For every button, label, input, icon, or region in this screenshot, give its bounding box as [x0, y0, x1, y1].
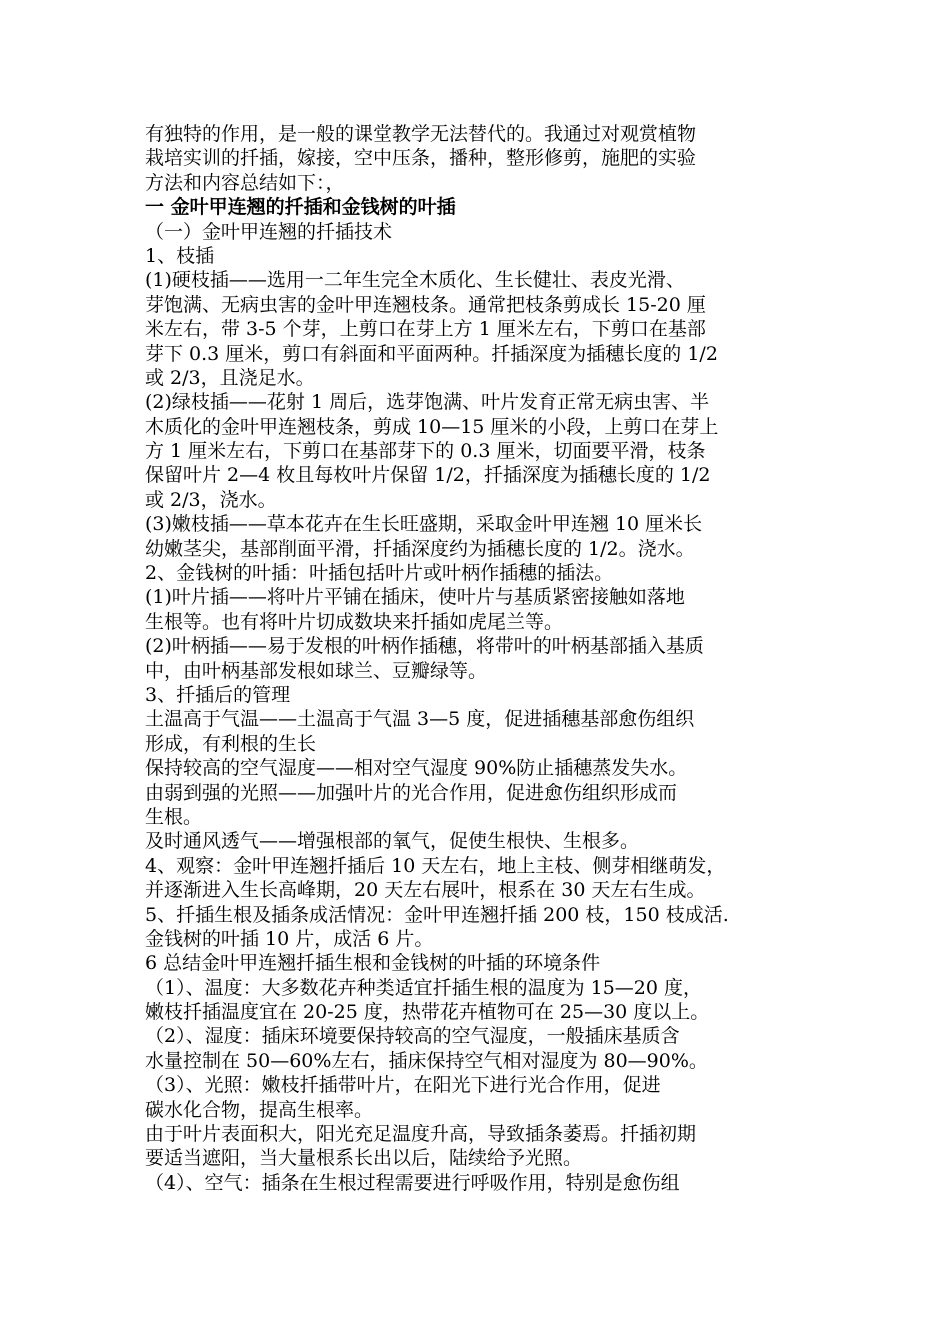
text-line: 保留叶片 2—4 枚且每枚叶片保留 1/2，扦插深度为插穗长度的 1/2: [145, 464, 711, 487]
section-heading: 一 金叶甲连翘的扦插和金钱树的叶插: [145, 196, 456, 219]
text-line: 中，由叶柄基部发根如球兰、豆瓣绿等。: [145, 659, 488, 682]
text-line: （一）金叶甲连翘的扦插技术: [145, 220, 393, 243]
text-line: 碳水化合物，提高生根率。: [145, 1098, 374, 1121]
text-line: 幼嫩茎尖，基部削面平滑，扦插深度约为插穗长度的 1/2。浇水。: [145, 537, 695, 560]
text-line: (1)硬枝插——选用一二年生完全木质化、生长健壮、表皮光滑、: [145, 269, 685, 292]
text-line: 有独特的作用，是一般的课堂教学无法替代的。我通过对观赏植物: [145, 123, 697, 145]
text-line: 生根。: [145, 805, 203, 828]
text-line: 或 2/3，浇水。: [145, 488, 277, 511]
text-line: （2）、湿度：插床环境要保持较高的空气湿度，一般插床基质含: [145, 1025, 680, 1048]
text-line: 土温高于气温——土温高于气温 3—5 度，促进插穗基部愈伤组织: [145, 708, 695, 731]
text-line: 由弱到强的光照——加强叶片的光合作用，促进愈伤组织形成而: [145, 781, 678, 804]
text-line: 木质化的金叶甲连翘枝条，剪成 10—15 厘米的小段，上剪口在芽上: [145, 415, 719, 438]
text-line: (2)绿枝插——花射 1 周后，选芽饱满、叶片发育正常无病虫害、半: [145, 391, 710, 414]
text-line: 5、扦插生根及插条成活情况：金叶甲连翘扦插 200 枝，150 枝成活.: [145, 903, 729, 926]
text-line: 金钱树的叶插 10 片，成活 6 片。: [145, 927, 434, 950]
text-line: 栽培实训的扦插，嫁接，空中压条，播种，整形修剪，施肥的实验: [145, 147, 697, 170]
text-line: 方法和内容总结如下：，: [145, 171, 345, 194]
text-line: (2)叶柄插——易于发根的叶柄作插穗，将带叶的叶柄基部插入基质: [145, 635, 704, 658]
text-line: 6 总结金叶甲连翘扦插生根和金钱树的叶插的环境条件: [145, 952, 601, 975]
text-line: 芽下 0.3 厘米，剪口有斜面和平面两种。扦插深度为插穗长度的 1/2: [145, 342, 718, 365]
text-line: （4）、空气：插条在生根过程需要进行呼吸作用，特别是愈伤组: [145, 1171, 680, 1194]
text-line: 米左右，带 3-5 个芽，上剪口在芽上方 1 厘米左右，下剪口在基部: [145, 318, 706, 341]
text-line: 1、枝插: [145, 244, 215, 267]
text-line: 嫩枝扦插温度宜在 20-25 度，热带花卉植物可在 25—30 度以上。: [145, 1001, 710, 1024]
document-body: [145, 122, 815, 1195]
text-line: 要适当遮阳，当大量根系长出以后，陆续给予光照。: [145, 1147, 583, 1170]
text-line: 4、观察：金叶甲连翘扦插后 10 天左右，地上主枝、侧芽相继萌发，: [145, 854, 726, 877]
text-line: 方 1 厘米左右，下剪口在基部芽下的 0.3 厘米，切面要平滑，枝条: [145, 440, 706, 463]
text-line: 水量控制在 50—60%左右，插床保持空气相对湿度为 80—90%。: [145, 1049, 708, 1072]
text-line: （1）、温度：大多数花卉种类适宜扦插生根的温度为 15—20 度，: [145, 976, 703, 999]
text-line: 或 2/3，且浇足水。: [145, 366, 315, 389]
text-line: 形成，有利根的生长: [145, 732, 317, 755]
text-line: (1)叶片插——将叶片平铺在插床，使叶片与基质紧密接触如落地: [145, 586, 685, 609]
text-line: 3、扦插后的管理: [145, 683, 291, 706]
text-line: 并逐渐进入生长高峰期，20 天左右展叶，根系在 30 天左右生成。: [145, 879, 706, 902]
text-line: 2、金钱树的叶插：叶插包括叶片或叶柄作插穗的插法。: [145, 562, 614, 585]
text-line: 由于叶片表面积大，阳光充足温度升高，导致插条萎焉。扦插初期: [145, 1123, 697, 1146]
text-line: （3）、光照：嫩枝扦插带叶片，在阳光下进行光合作用，促进: [145, 1074, 661, 1097]
text-line: 及时通风透气——增强根部的氧气，促使生根快、生根多。: [145, 830, 640, 853]
text-line: 生根等。也有将叶片切成数块来扦插如虎尾兰等。: [145, 610, 564, 633]
text-line: (3)嫩枝插——草本花卉在生长旺盛期，采取金叶甲连翘 10 厘米长: [145, 513, 703, 536]
text-line: 保持较高的空气湿度——相对空气湿度 90%防止插穗蒸发失水。: [145, 757, 688, 780]
text-line: 芽饱满、无病虫害的金叶甲连翘枝条。通常把枝条剪成长 15-20 厘: [145, 293, 706, 316]
